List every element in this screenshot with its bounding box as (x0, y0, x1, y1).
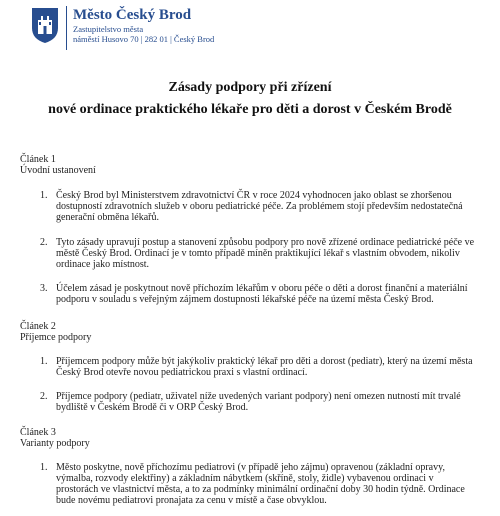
item-number: 3. (40, 283, 48, 294)
article-3-label: Článek 3 (20, 427, 56, 438)
article-1-item-3 (40, 283, 478, 305)
item-number: 2. (40, 391, 48, 402)
item-text: Účelem zásad je poskytnout nově příchozím lékařům v oboru péče o děti a dorost finanční a materiální podporu v souladu s veřejným zájmem dostupnosti lékařské péče na území města Český Brod. (56, 283, 468, 305)
council-name: Zastupitelstvo města (73, 24, 144, 34)
article-3-item-1 (40, 462, 478, 506)
item-number: 1. (40, 356, 48, 367)
item-text: Tyto zásady upravují postup a stanovení způsobu podpory pro nově zřízené ordinace pediatrické péče ve městě Český Brod. Ordinací je v tomto případě míněn praktikující lékař s vlastním obvodem, nikoliv ordinace jako místnost. (56, 237, 475, 270)
document-title-line-2: nové ordinace praktického lékaře pro děti a dorost v Českém Brodě (48, 102, 452, 117)
letterhead (30, 6, 214, 50)
item-text: Příjemcem podpory může být jakýkoliv praktický lékař pro děti a dorost (pediatr), který na území města Český Brod otevře novou pediatrickou praxi s vlastní ordinací. (56, 356, 473, 378)
article-2-item-2 (40, 391, 478, 413)
article-1-item-2 (40, 237, 478, 270)
city-crest-icon (30, 6, 60, 44)
item-text: Příjemce podpory (pediatr, uživatel níže uvedených variant podpory) není omezen nutností mít trvalé bydliště v Českém Brodě či v ORP Český Brod. (56, 391, 461, 413)
article-3-heading: Varianty podpory (20, 438, 90, 449)
city-name: Město Český Brod (73, 7, 192, 23)
item-number: 1. (40, 190, 48, 201)
item-number: 1. (40, 462, 48, 473)
item-text: Český Brod byl Ministerstvem zdravotnictví ČR v roce 2024 vyhodnocen jako oblast se zhoršenou dostupností zdravotních služeb v oboru pediatrické péče. Za problémem stojí především nedostatečná generační obměna lékařů. (56, 190, 463, 223)
article-1-heading: Úvodní ustanovení (20, 165, 96, 176)
article-2-item-1 (40, 356, 478, 378)
address: náměstí Husovo 70 | 282 01 | Český Brod (73, 34, 215, 44)
article-1-label: Článek 1 (20, 154, 56, 165)
article-2-heading: Příjemce podpory (20, 332, 92, 343)
article-2-label: Článek 2 (20, 321, 56, 332)
document-title-line-1: Zásady podpory při zřízení (168, 80, 332, 95)
letterhead-text (66, 6, 214, 50)
article-1-item-1 (40, 190, 478, 223)
item-number: 2. (40, 237, 48, 248)
item-text: Město poskytne, nově příchozímu pediatrovi (v případě jeho zájmu) opravenou (základní opravy, výmalba, rozvody elektřiny) a základním nábytkem (skříně, stoly, židle) vybavenou ordinaci v prostorách ve vlastnictví města, a to za podmínky minimální ordinační doby 30 hodin týdně. Ordinace bude novému pediatrovi pronajata za cenu v místě a čase obvyklou. (56, 462, 465, 506)
